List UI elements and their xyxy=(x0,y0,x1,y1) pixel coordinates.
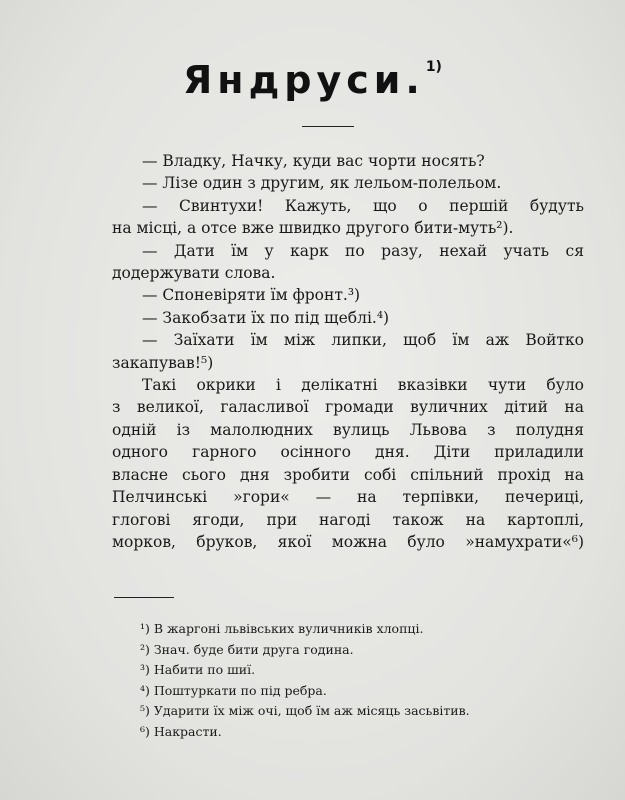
body-line: — Дати їм у карк по разу, нехай учать ся xyxy=(142,241,584,260)
body-line: Такі окрики і делікатні вказівки чути було xyxy=(142,376,584,395)
body-line: — Свинтухи! Кажуть, що о першій будуть xyxy=(142,196,584,215)
footnote-item xyxy=(140,722,540,743)
footnote-text: Ударити їх між очі, щоб їм аж місяць засьвітив. xyxy=(153,703,470,718)
footnote-item xyxy=(140,660,540,681)
page-title xyxy=(0,58,625,102)
footnote-text: Поштуркати по під ребра. xyxy=(153,682,327,698)
footnote-item xyxy=(140,681,540,702)
footnote-mark: ³) xyxy=(140,662,150,677)
body-line: глогові ягоди, при нагоді також на картоплі, xyxy=(112,510,584,529)
body-line: — Лізе один з другим, як лельом-полельом. xyxy=(142,174,502,193)
footnote-mark: ¹) xyxy=(140,621,150,636)
body-line: з великої, галасливої громади вуличних дітий на xyxy=(112,398,584,417)
body-line: одного гарного осінного дня. Діти приладили xyxy=(112,443,584,462)
footnote-item xyxy=(140,619,540,640)
body-line: — Споневіряти їм фронт.³) xyxy=(142,286,361,305)
footnote-mark: ²) xyxy=(140,641,150,657)
body-line: власне сього дня зробити собі спільний прохід на xyxy=(112,465,584,484)
footnote-mark: ⁵) xyxy=(140,703,150,718)
footnote-text: В жаргоні львівських вуличників хлопці. xyxy=(153,621,424,636)
footnote-text: Накрасти. xyxy=(153,723,222,739)
body-line: — Владку, Начку, куди вас чорти носять? xyxy=(142,152,485,170)
title-divider xyxy=(302,126,354,127)
body-line: — Заїхати їм між липки, щоб їм аж Войтко xyxy=(142,331,584,350)
body-line: одній із малолюдних вулиць Львова з полудня xyxy=(112,420,584,439)
footnote-item xyxy=(140,701,540,722)
footnote-separator xyxy=(114,597,174,598)
body-line: закапував!⁵) xyxy=(112,353,214,372)
title-text: Яндруси. xyxy=(183,58,425,102)
title-footnote-ref: 1) xyxy=(425,59,442,75)
footnotes xyxy=(140,619,540,742)
body-text xyxy=(112,150,584,553)
footnote-text: Знач. буде бити друга година. xyxy=(153,641,354,657)
body-line: Пелчинські »гори« — на терпівки, печериці, xyxy=(112,488,584,507)
body-line: морков, бруков, якої можна було »намухрати«⁶) xyxy=(112,532,584,551)
footnote-mark: ⁶) xyxy=(140,723,150,739)
footnote-item xyxy=(140,640,540,661)
body-line: — Закобзати їх по під щеблі.⁴) xyxy=(142,308,390,327)
footnote-text: Набити по шиї. xyxy=(153,662,256,677)
body-line: додержувати слова. xyxy=(112,264,276,283)
footnote-mark: ⁴) xyxy=(140,682,150,698)
body-line: на місці, а отсе вже швидко другого бити-муть²). xyxy=(112,219,514,238)
